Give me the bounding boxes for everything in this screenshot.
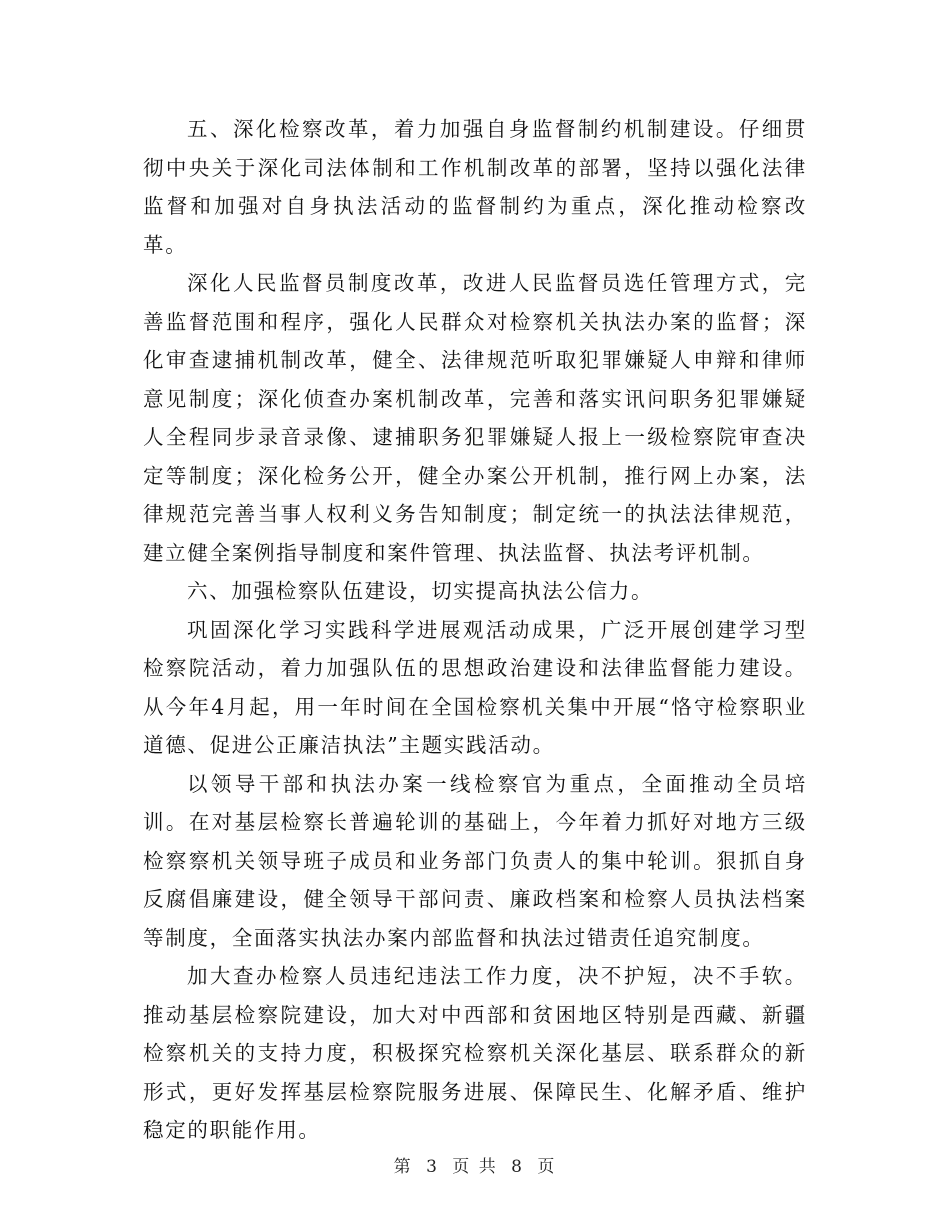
paragraph-supervisor-reform: 深化人民监督员制度改革，改进人民监督员选任管理方式，完善监督范围和程序，强化人民群众对检察机关执法办案的监督；深化审查逮捕机制改革，健全、法律规范听取犯罪嫌疑人申辩和律师意见制度；深化侦查办案机制改革，完善和落实讯问职务犯罪嫌疑人全程同步录音录像、逮捕职务犯罪嫌疑人报上一级检察院审查决定等制度；深化检务公开，健全办案公开机制，推行网上办案，法律规范完善当事人权利义务告知制度；制定统一的执法法律规范，建立健全案例指导制度和案件管理、执法监督、执法考评机制。	[143, 271, 807, 565]
footer-total-pages: 8	[511, 1157, 524, 1177]
footer-prefix: 第	[393, 1157, 413, 1177]
paragraph-section-six-heading: 六、加强检察队伍建设，切实提高执法公信力。	[187, 579, 654, 603]
page-footer	[0, 1152, 950, 1177]
paragraph-training: 以领导干部和执法办案一线检察官为重点，全面推动全员培训。在对基层检察长普遍轮训的基础上，今年着力抓好对地方三级检察察机关领导班子成员和业务部门负责人的集中轮训。狠抓自身反腐倡廉建设，健全领导干部问责、廉政档案和检察人员执法档案等制度，全面落实执法办案内部监督和执法过错责任追究制度。	[143, 771, 807, 950]
footer-suffix: 页	[537, 1157, 557, 1177]
document-body	[143, 110, 807, 1150]
footer-middle: 页 共	[452, 1157, 498, 1177]
paragraph-section-five: 五、深化检察改革，着力加强自身监督制约机制建设。仔细贯彻中央关于深化司法体制和工作机制改革的部署，坚持以强化法律监督和加强对自身执法活动的监督制约为重点，深化推动检察改革。	[143, 117, 807, 257]
paragraph-learning-activities: 巩固深化学习实践科学进展观活动成果，广泛开展创建学习型检察院活动，着力加强队伍的思想政治建设和法律监督能力建设。从今年4月起，用一年时间在全国检察机关集中开展“恪守检察职业道德、促进公正廉洁执法”主题实践活动。	[143, 617, 807, 757]
footer-current-page: 3	[426, 1157, 439, 1177]
paragraph-discipline: 加大查办检察人员违纪违法工作力度，决不护短，决不手软。推动基层检察院建设，加大对中西部和贫困地区特别是西藏、新疆检察机关的支持力度，积极探究检察机关深化基层、联系群众的新形式，更好发挥基层检察院服务进展、保障民生、化解矛盾、维护稳定的职能作用。	[143, 964, 807, 1142]
